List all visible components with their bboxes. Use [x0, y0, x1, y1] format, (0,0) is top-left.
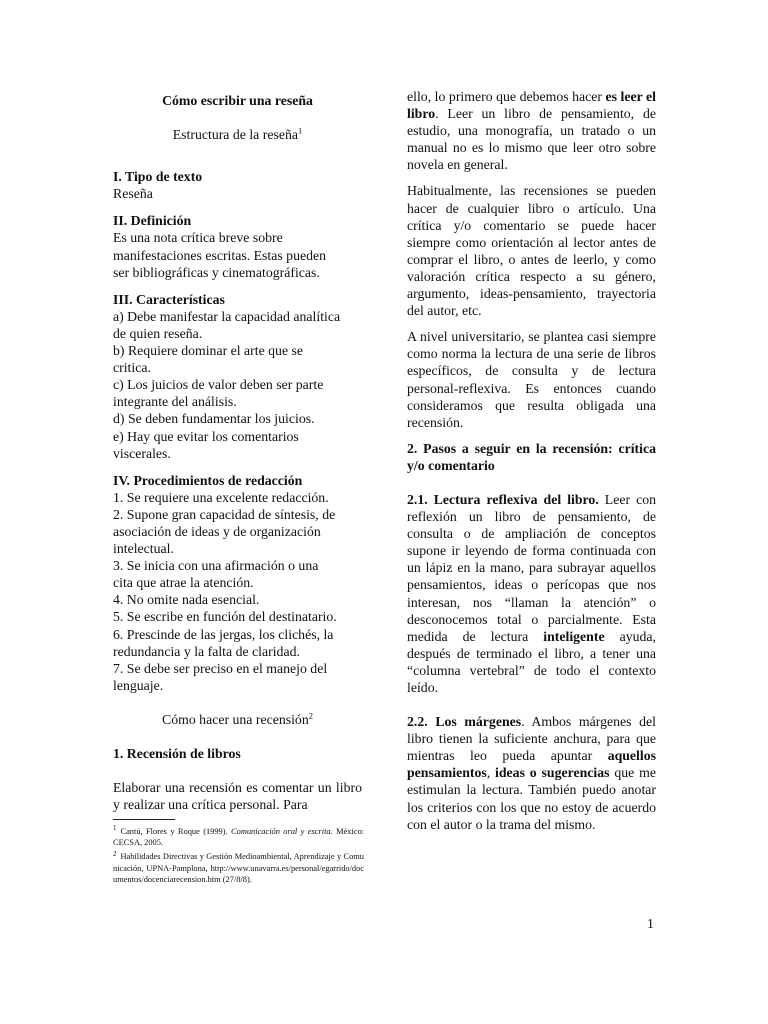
section-heading-procedimientos: IV. Procedimientos de redacción [113, 472, 303, 488]
paragraph-margenes: 2.2. Los márgenes. Ambos márgenes del libro tienen la suficiente anchura, para que mientras leo pueda apuntar aquellos pensamientos, ideas o sugerencias que me estimulan la lectura. También puedo anotar los criterios con los que no estoy de acuerdo con el autor o la trama del mismo. [407, 714, 656, 832]
list-item: 4. No omite nada esencial. [113, 592, 260, 608]
list-item: 3. Se inicia con una afirmación o una [113, 558, 319, 574]
footnote-1: $^1$ Cantú, Flores y Roque (1999). Comunicación oral y escrita. México: CECSA, 2005. [113, 824, 365, 848]
footnotes [113, 826, 364, 885]
list-item: critica. [113, 360, 151, 376]
footnote-ref-1: 1 [298, 125, 303, 136]
text-line: ser bibliográficas y cinematográficas. [113, 264, 320, 280]
list-item: 5. Se escribe en función del destinatario. [113, 609, 337, 625]
section-heading-caracteristicas: III. Características [113, 291, 225, 307]
emphasis-inteligente: inteligente [543, 628, 605, 644]
paragraph-lectura-reflexiva: 2.1. Lectura reflexiva del libro. Leer con reflexión un libro de pensamiento, de consulta o de ampliación de conceptos supone ir leyendo de forma continuada con un lápiz en la mano, para subrayar aquellos pensamientos, ideas o perícopas que nos interesan, nos “llaman la atención” o desconocemos total o parcialmente. Esta medida de lectura inteligente ayuda, después de terminado el libro, a tener una “columna vertebral” de todo el contexto leído. [407, 491, 657, 695]
text-line: Es una nota crítica breve sobre [113, 230, 283, 246]
document-subtitle: Estructura de la reseña$^1$ [172, 125, 303, 143]
section-heading-recension-libros: 1. Recensión de libros [113, 746, 241, 761]
list-item: cita que atrae la atención. [113, 575, 254, 591]
subheading-como-hacer: Cómo hacer una recensión$^2$ [162, 710, 313, 727]
paragraph-elaborar: Elaborar una recensión es comentar un libro y realizar una crítica personal. Para [113, 780, 362, 813]
section-body-procedimientos [113, 489, 362, 694]
list-item: 7. Se debe ser preciso en el manejo del [113, 660, 328, 676]
list-item: asociación de ideas y de organización [113, 523, 321, 539]
section-heading-definicion: II. Definición [113, 213, 192, 229]
footnote-separator [113, 819, 175, 820]
emphasis-es-leer-el-libro: es leer el libro [407, 89, 656, 122]
list-item: integrante del análisis. [113, 394, 237, 410]
list-item: viscerales. [113, 445, 171, 461]
list-item: redundancia y la falta de claridad. [113, 643, 300, 659]
list-item: de quien reseña. [113, 325, 203, 341]
section-body-caracteristicas [113, 308, 362, 462]
footnote-ref-2: 2 [308, 710, 313, 721]
paragraph-leer-libro: ello, lo primero que debemos hacer es leer el libro. Leer un libro de pensamiento, de estudio, una monografía, un tratado o un manual no es lo mismo que leer otro sobre novela en general. [407, 89, 656, 173]
list-item: 2. Supone gran capacidad de síntesis, de [113, 506, 336, 522]
right-column [407, 88, 656, 833]
paragraph-habitualmente: Habitualmente, las recensiones se pueden hacer de cualquier libro o artículo. Una crítica y/o comentario se puede hacer siempre como orientación al lector antes de comprar el libro, o antes de leerlo, y como valoración crítica respecto a su género, argumento, ideas-pensamiento, trayectoria del autor, etc. [407, 183, 656, 319]
subheading-lectura-reflexiva: 2.1. Lectura reflexiva del libro. [407, 491, 599, 507]
list-item: e) Hay que evitar los comentarios [113, 428, 299, 444]
list-item: c) Los juicios de valor deben ser parte [113, 377, 324, 393]
section-body-definicion [113, 229, 362, 280]
list-item: intelectual. [113, 541, 174, 557]
list-item: d) Se deben fundamentar los juicios. [113, 411, 315, 427]
subheading-margenes: 2.2. Los márgenes [407, 714, 522, 730]
emphasis-ideas-sugerencias: ideas o sugerencias [495, 765, 610, 781]
list-item: lenguaje. [113, 677, 164, 693]
page-number: 1 [647, 916, 654, 931]
section-heading-pasos: 2. Pasos a seguir en la recensión: crítica y/o comentario [407, 440, 656, 473]
footnote-2: $^2$ Habilidades Directivas y Gestión Medioambiental, Aprendizaje y Comunicación, UPNA-Pamplona, http://www.unavarra.es/personal/egarrido/documentos/docenciarecension.htm (27/8/8). [113, 849, 364, 884]
left-column [113, 88, 362, 813]
section-heading-tipo: I. Tipo de texto [113, 169, 203, 185]
list-item: 6. Prescinde de las jergas, los clichés, la [113, 626, 334, 642]
document-title: Cómo escribir una reseña [162, 93, 313, 108]
list-item: 1. Se requiere una excelente redacción. [113, 489, 329, 505]
paragraph-nivel-universitario: A nivel universitario, se plantea casi siempre como norma la lectura de una serie de libros específicos, de consulta y de lectura personal-reflexiva. Es entonces cuando consideramos que resulta obligada una recensión. [407, 329, 656, 430]
section-body-tipo: Reseña [113, 186, 153, 202]
emphasis-pensamientos: aquellos pensamientos [407, 748, 656, 781]
text-line: manifestaciones escritas. Estas pueden [113, 247, 327, 263]
list-item: a) Debe manifestar la capacidad analítica [113, 308, 341, 324]
list-item: b) Requiere dominar el arte que se [113, 343, 304, 359]
